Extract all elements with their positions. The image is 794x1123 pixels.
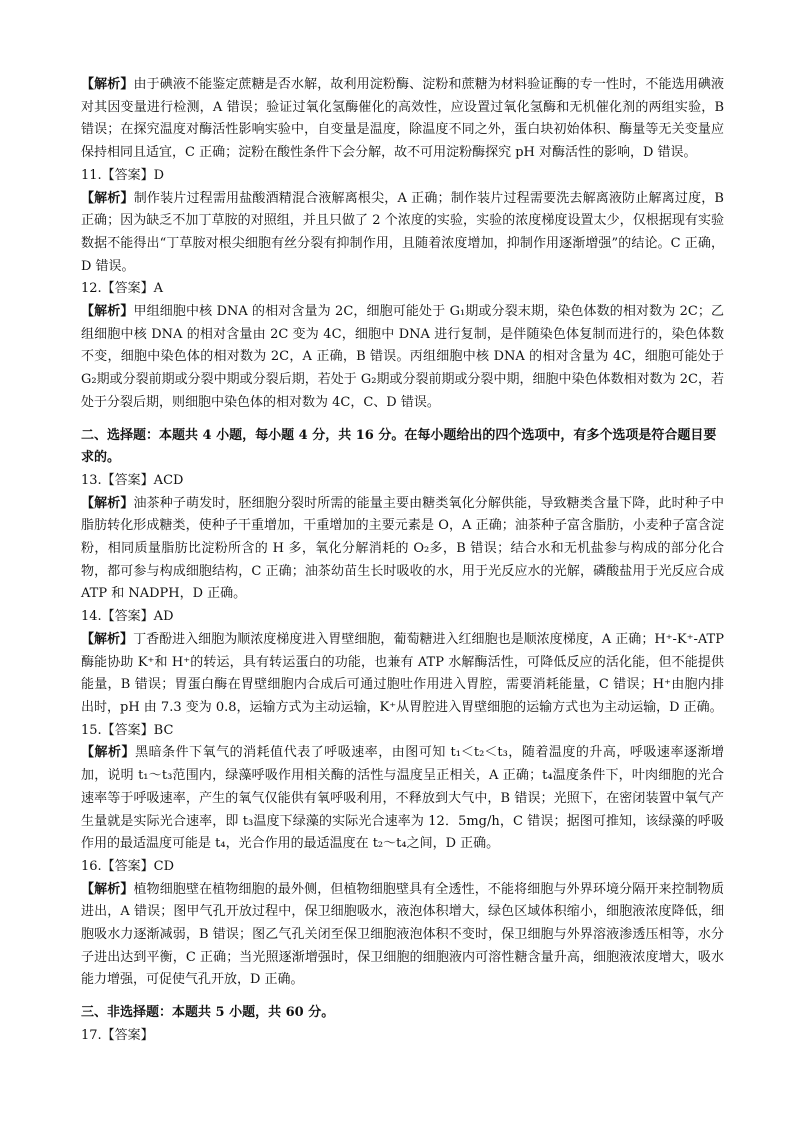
explanation-text: 制作装片过程需用盐酸酒精混合液解离根尖，A 正确；制作装片过程需要洗去解离液防止解离过度，B 正确；因为缺乏不加丁草胺的对照组，并且只做了 2 个浓度的实验，实验的浓度梯度设置太少，仅根据现有实验数据不能得出“丁草胺对根尖细胞有丝分裂有抑制作用，且随着浓度增加，抑制作用逐渐增强”的结论。C 正确，D 错误。 bbox=[81, 190, 724, 274]
explanation-label: 【解析】 bbox=[81, 631, 134, 647]
section-heading-2: 二、选择题：本题共 4 小题，每小题 4 分，共 16 分。在每小题给出的四个选项中，有多个选项是符合题目要求的。 bbox=[81, 427, 717, 466]
explanation-label: 【解析】 bbox=[81, 304, 134, 320]
explanation-text: 黑暗条件下氧气的消耗值代表了呼吸速率，由图可知 t₁＜t₂＜t₃，随着温度的升高，呼吸速率逐渐增加，说明 t₁～t₃范围内，绿藻呼吸作用相关酶的活性与温度呈正相关，A 正确；t₄温度条件下，叶肉细胞的光合速率等于呼吸速率，产生的氧气仅能供有氧呼吸利用，不释放到大气中，B 错误；光照下，在密闭装置中氧气产生量就是实际光合速率，即 t₃温度下绿藻的实际光合速率为 12．5mg/h，C 错误；据图可推知，该绿藻的呼吸作用的最适温度可能是 t₄，光合作用的最适温度在 t₂～t₄之间，D 正确。 bbox=[81, 745, 724, 852]
explanation-text: 由于碘液不能鉴定蔗糖是否水解，故利用淀粉酶、淀粉和蔗糖为材料验证酶的专一性时，不能选用碘液对其因变量进行检测，A 错误；验证过氧化氢酶催化的高效性，应设置过氧化氢酶和无机催化剂的两组实验，B 错误；在探究温度对酶活性影响实验中，自变量是温度，除温度不同之外，蛋白块初始体积、酶量等无关变量应保持相同且适宜，C 正确；淀粉在酸性条件下会分解，故不可用淀粉酶探究 pH 对酶活性的影响，D 错误。 bbox=[81, 77, 724, 161]
answer-16: 16.【答案】CD bbox=[81, 858, 175, 874]
explanation-12 bbox=[81, 301, 724, 415]
explanation-16 bbox=[81, 879, 724, 993]
explanation-15 bbox=[81, 742, 724, 856]
answer-13: 13.【答案】ACD bbox=[81, 472, 184, 488]
answer-14: 14.【答案】AD bbox=[81, 609, 174, 625]
explanation-13 bbox=[81, 493, 724, 607]
explanation-label: 【解析】 bbox=[81, 745, 136, 761]
explanation-10 bbox=[81, 74, 724, 165]
answer-17: 17.【答案】 bbox=[81, 1027, 154, 1043]
answer-11: 11.【答案】D bbox=[81, 167, 165, 183]
explanation-text: 油茶种子萌发时，胚细胞分裂时所需的能量主要由糖类氧化分解供能，导致糖类含量下降，此时种子中脂肪转化形成糖类，使种子干重增加，干重增加的主要元素是 O，A 正确；油茶种子富含脂肪，小麦种子富含淀粉，相同质量脂肪比淀粉所含的 H 多，氧化分解消耗的 O₂多，B 错误；结合水和无机盐参与构成的部分化合物，都可参与构成细胞结构，C 正确；油茶幼苗生长时吸收的水，用于光反应水的光解，磷酸盐用于光反应合成 ATP 和 NADPH，D 正确。 bbox=[81, 495, 724, 602]
explanation-11 bbox=[81, 188, 724, 279]
answer-15: 15.【答案】BC bbox=[81, 722, 174, 738]
explanation-label: 【解析】 bbox=[81, 495, 134, 511]
answer-12: 12.【答案】A bbox=[81, 281, 164, 297]
explanation-text: 丁香酚进入细胞为顺浓度梯度进入胃壁细胞，葡萄糖进入红细胞也是顺浓度梯度，A 正确；H⁺-K⁺-ATP 酶能协助 K⁺和 H⁺的转运，具有转运蛋白的功能，也兼有 ATP 水解酶活性，可降低反应的活化能，但不能提供能量，B 错误；胃蛋白酶在胃壁细胞内合成后可通过胞吐作用进入胃腔，需要消耗能量，C 错误；H⁺由胞内排出时，pH 由 7.3 变为 0.8，运输方式为主动运输，K⁺从胃腔进入胃壁细胞的运输方式也为主动运输，D 正确。 bbox=[81, 631, 724, 715]
explanation-label: 【解析】 bbox=[81, 190, 134, 206]
explanation-text: 植物细胞壁在植物细胞的最外侧，但植物细胞壁具有全透性，不能将细胞与外界环境分隔开来控制物质进出，A 错误；图甲气孔开放过程中，保卫细胞吸水，液泡体积增大，绿色区域体积缩小，细胞液浓度降低，细胞吸水力逐渐减弱，B 错误；图乙气孔关闭至保卫细胞液泡体积不变时，保卫细胞与外界溶液渗透压相等，水分子进出达到平衡，C 正确；当光照逐渐增强时，保卫细胞的细胞液内可溶性糖含量升高，细胞液浓度增大，吸水能力增强，可促使气孔开放，D 正确。 bbox=[81, 881, 724, 988]
explanation-14 bbox=[81, 629, 724, 720]
explanation-text: 甲组细胞中核 DNA 的相对含量为 2C，细胞可能处于 G₁期或分裂末期，染色体数的相对数为 2C；乙组细胞中核 DNA 的相对含量由 2C 变为 4C，细胞中 DNA 进行复制，是伴随染色体复制而进行的，染色体数不变，细胞中染色体的相对数为 2C，A 正确，B 错误。丙组细胞中核 DNA 的相对含量为 4C，细胞可能处于 G₂期或分裂前期或分裂中期或分裂后期，若处于 G₂期或分裂前期或分裂中期，细胞中染色体数相对数为 2C，若处于分裂后期，则细胞中染色体的相对数为 4C，C、D 错误。 bbox=[81, 304, 724, 410]
explanation-label: 【解析】 bbox=[81, 77, 134, 92]
explanation-label: 【解析】 bbox=[81, 881, 134, 897]
section-heading-3: 三、非选择题：本题共 5 小题，共 60 分。 bbox=[81, 1005, 335, 1021]
